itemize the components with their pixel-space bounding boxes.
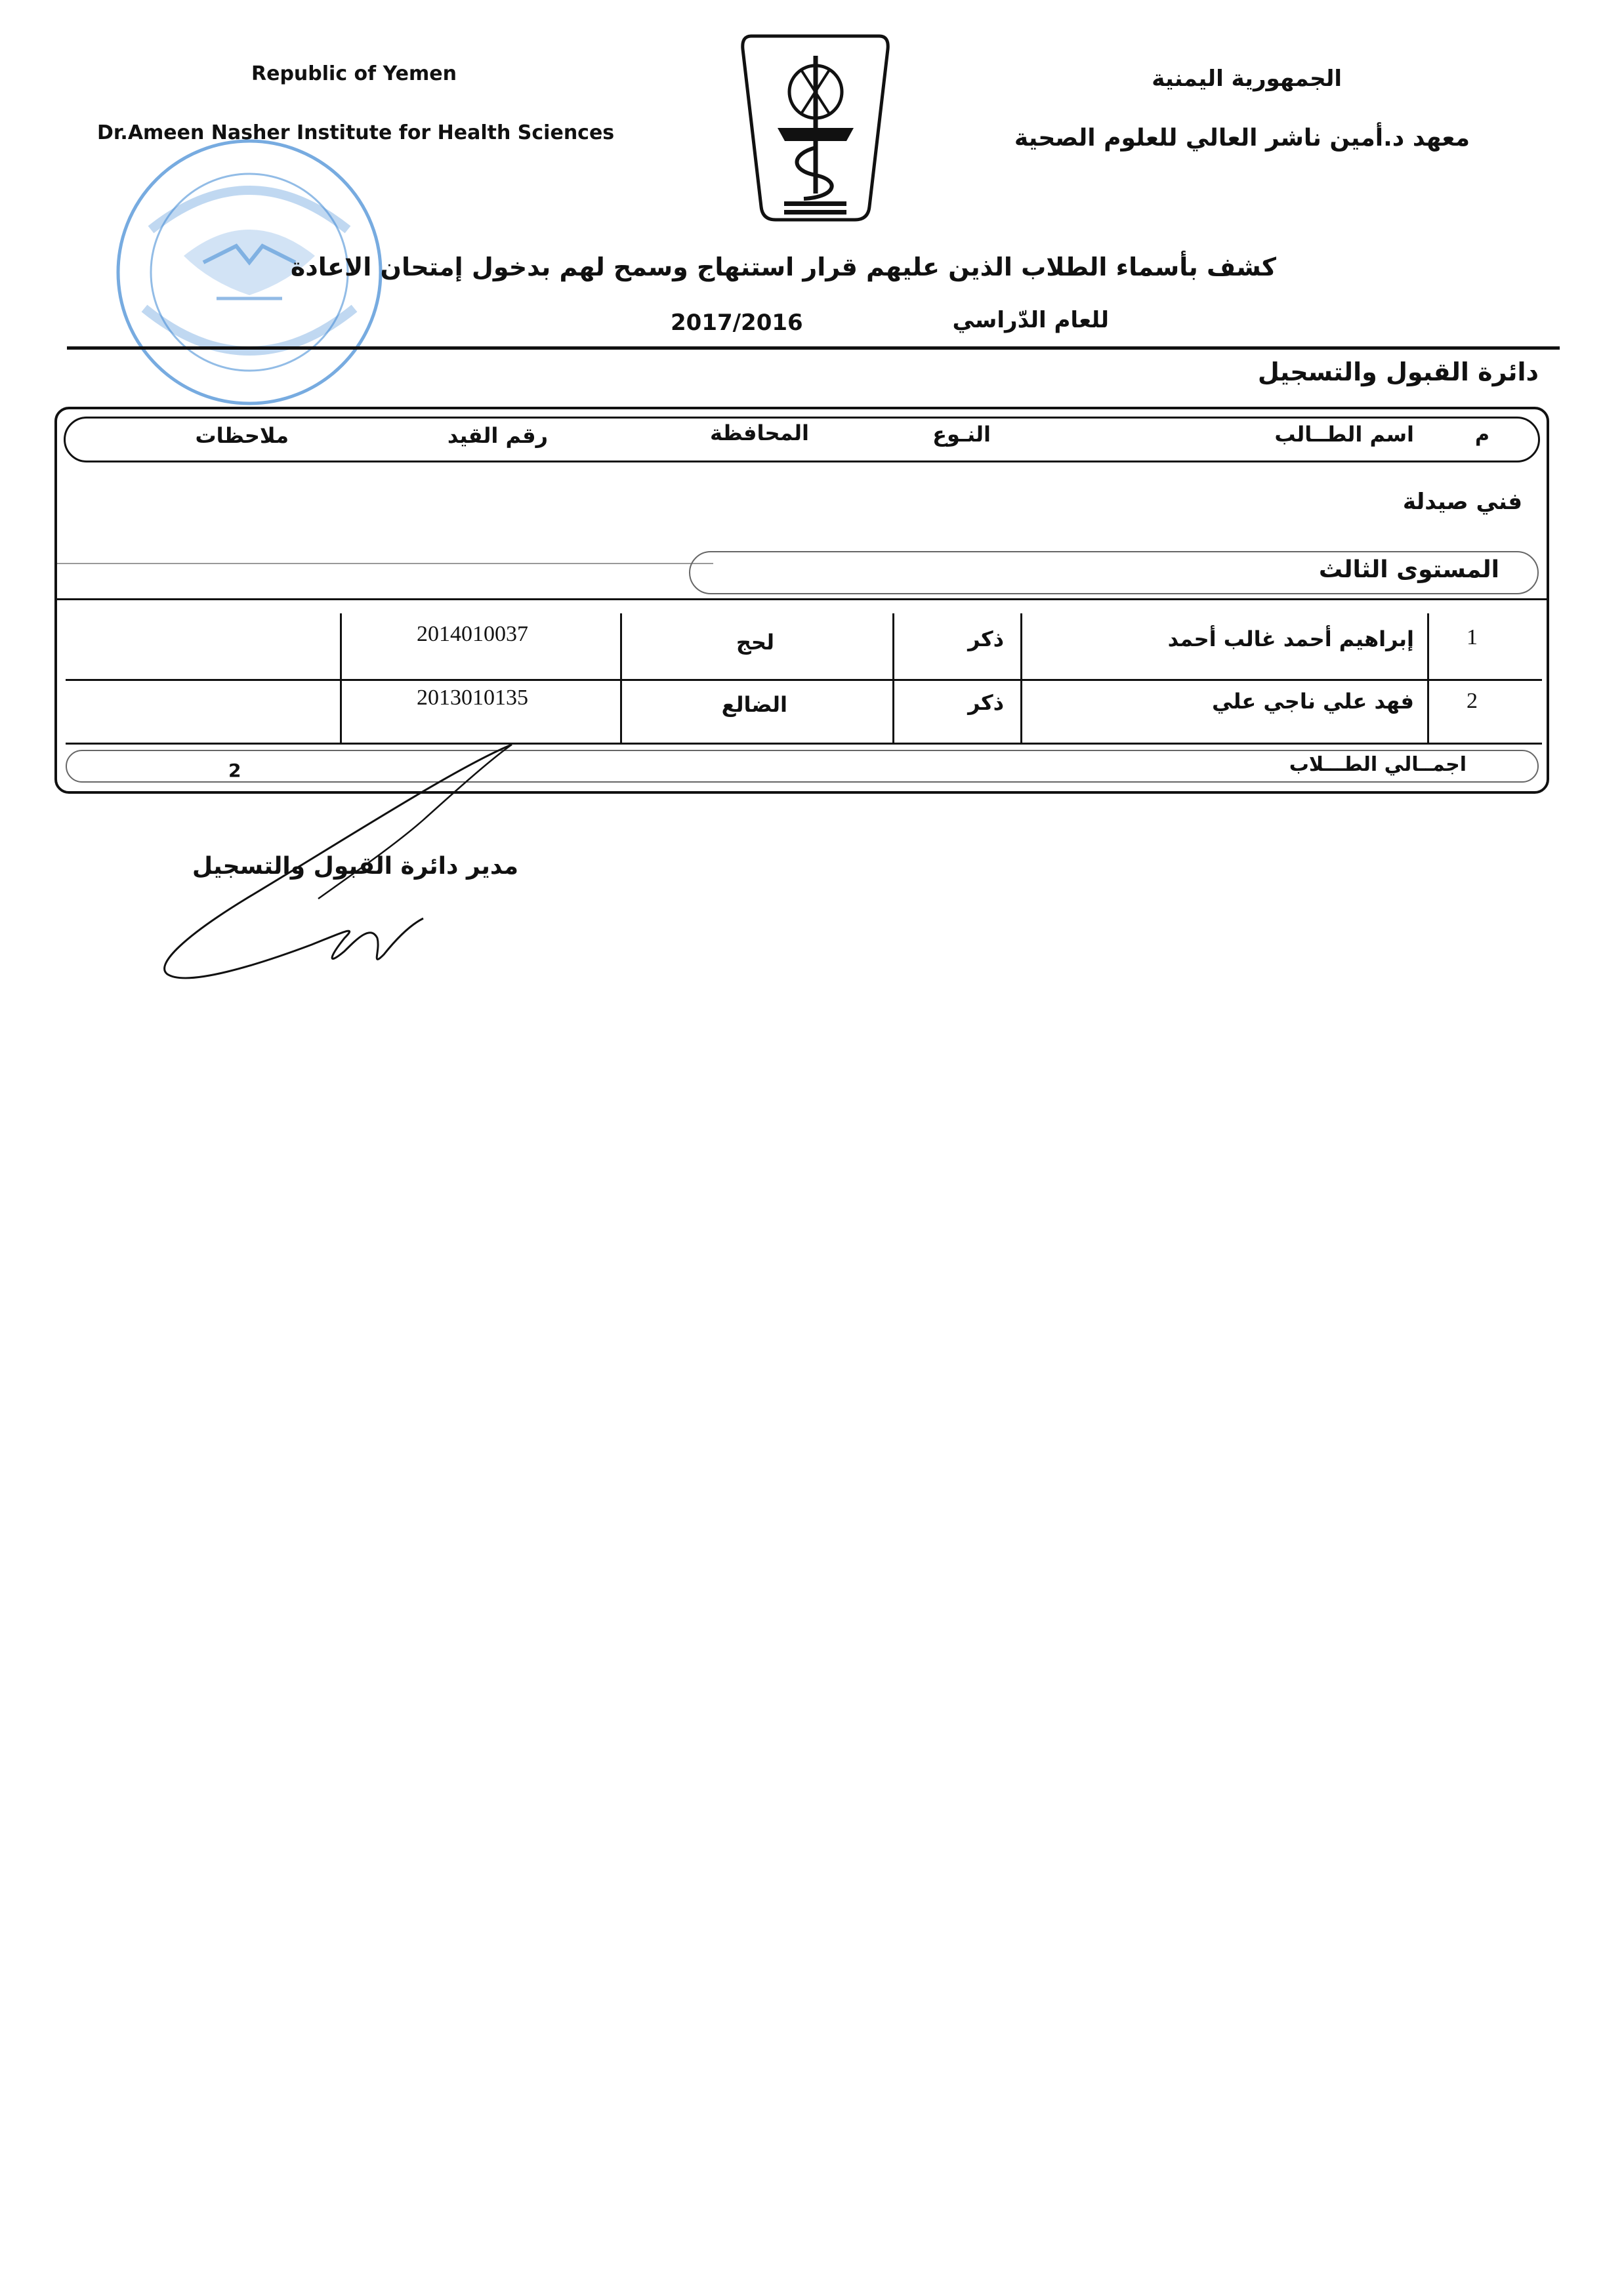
- row-2-name: فهد علي ناجي علي: [1211, 689, 1414, 714]
- country-name-ar: الجمهورية اليمنية: [1152, 66, 1342, 92]
- row-2-gender: ذكر: [968, 690, 1004, 715]
- row-1-index: 1: [1467, 625, 1478, 649]
- academic-year-label: للعام الدّراسي: [952, 307, 1109, 333]
- col-divider-governorate: [620, 613, 622, 743]
- col-divider-reg-number: [340, 613, 342, 743]
- header-rule: [67, 346, 1560, 350]
- signature-icon: [148, 728, 515, 991]
- row-1-reg-number: 2014010037: [417, 622, 528, 646]
- program-name: فني صيدلة: [1402, 489, 1522, 515]
- col-divider-name: [1020, 613, 1022, 743]
- row-2-governorate: الضالع: [721, 692, 787, 717]
- total-label: اجمــالي الطـــلاب: [1289, 753, 1467, 776]
- academic-year-value: 2017/2016: [671, 310, 803, 336]
- institute-name-ar: معهد د.أمين ناشر العالي للعلوم الصحية: [1014, 125, 1470, 152]
- total-value: 2: [228, 760, 241, 781]
- row-2-index: 2: [1467, 689, 1478, 713]
- level-divider: [57, 598, 1547, 600]
- document-title: كشف بأسماء الطلاب الذين عليهم قرار استنهاج وسمح لهم بدخول إمتحان الاعادة: [290, 253, 1276, 281]
- column-header-gender: النـوع: [932, 422, 991, 447]
- column-header-index: م: [1475, 423, 1489, 446]
- column-header-notes: ملاحظات: [195, 423, 289, 448]
- row-divider: [66, 679, 1542, 681]
- row-2-reg-number: 2013010135: [417, 686, 528, 710]
- level-name: المستوى الثالث: [1318, 556, 1499, 583]
- row-1-gender: ذكر: [968, 626, 1004, 651]
- col-divider-index: [1427, 613, 1429, 743]
- institute-logo-icon: [738, 30, 892, 226]
- row-1-governorate: لحج: [736, 630, 774, 655]
- institute-name-en: Dr.Ameen Nasher Institute for Health Sciences: [97, 121, 615, 144]
- country-name-en: Republic of Yemen: [251, 62, 457, 85]
- program-divider: [57, 563, 713, 564]
- column-header-name: اسم الطــالب: [1274, 422, 1414, 447]
- department-name: دائرة القبول والتسجيل: [1257, 358, 1539, 386]
- signatory-title: مدير دائرة القبول والتسجيل: [192, 853, 518, 880]
- column-header-reg-number: رقم القيد: [447, 423, 548, 448]
- col-divider-gender: [892, 613, 894, 743]
- row-1-name: إبراهيم أحمد غالب أحمد: [1167, 626, 1414, 651]
- column-header-governorate: المحافظة: [709, 420, 809, 445]
